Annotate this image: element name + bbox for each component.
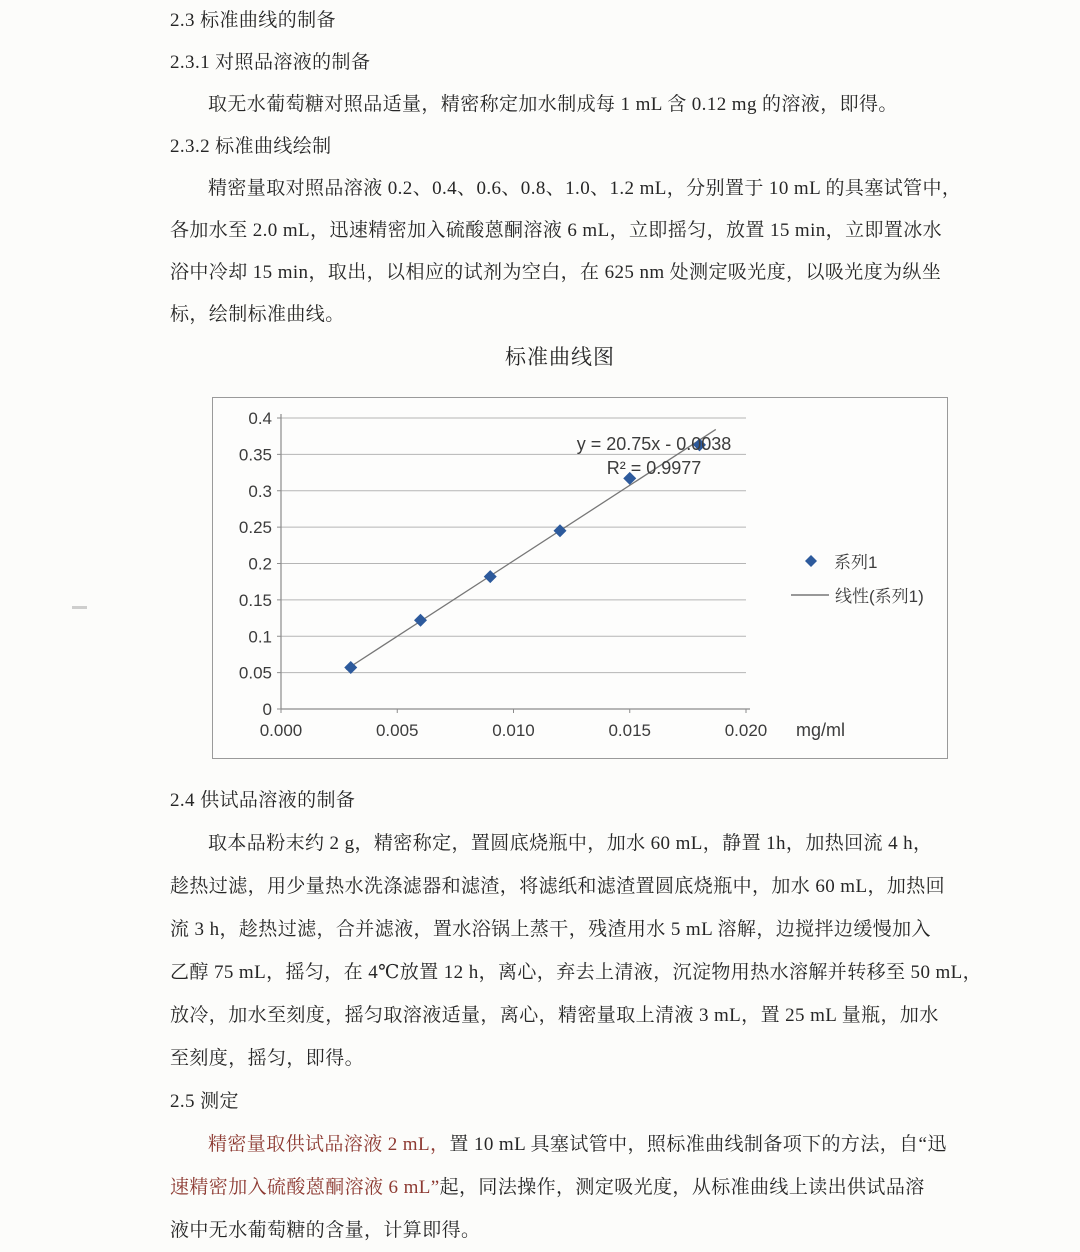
- text-line: [170, 84, 950, 126]
- text-line: [170, 210, 950, 252]
- text-run: 浴中冷却 15 min，取出，以相应的试剂为空白，在 625 nm 处测定吸光度，以吸光度为纵坐: [170, 262, 942, 283]
- text-run: 置 10 mL 具塞试管中，照标准曲线制备项下的方法，自“迅: [449, 1134, 947, 1155]
- text-run: 至刻度，摇匀，即得。: [170, 1048, 365, 1069]
- text-run: 放冷，加水至刻度，摇匀取溶液适量，离心，精密量取上清液 3 mL，置 25 mL 量瓶，加水: [170, 1005, 939, 1026]
- text-run: 各加水至 2.0 mL，迅速精密加入硫酸蒽酮溶液 6 mL，立即摇匀，放置 15 min，立即置冰水: [170, 220, 943, 241]
- scan-artifact-dash: [72, 606, 87, 609]
- text-line: [170, 1037, 950, 1080]
- text-line: [170, 994, 950, 1037]
- text-run: 精密量取对照品溶液 0.2、0.4、0.6、0.8、1.0、1.2 mL，分别置于 10 mL 的具塞试管中，: [208, 178, 962, 199]
- r-squared-label: R² = 0.9977: [606, 458, 702, 478]
- text-line: [170, 252, 950, 294]
- x-axis-unit-label: mg/ml: [796, 720, 845, 740]
- trendline-equation: y = 20.75x - 0.0038: [576, 434, 732, 454]
- x-tick-label: 0.015: [608, 721, 652, 740]
- x-tick-label: 0.020: [724, 721, 768, 740]
- section-heading: [170, 0, 950, 42]
- section-heading: [170, 1080, 950, 1123]
- section-heading: [170, 42, 950, 84]
- y-tick-label: 0.3: [248, 481, 272, 501]
- standard-curve-chart: [212, 397, 948, 759]
- text-run: 乙醇 75 mL，摇匀，在 4℃放置 12 h，离心，弃去上清液，沉淀物用热水溶解并转移至 50 mL，: [170, 962, 983, 983]
- x-tick-label: 0.005: [375, 721, 419, 740]
- text-line: [170, 168, 962, 210]
- red-text-run: 速精密加入硫酸蒽酮溶液 6 mL”: [170, 1177, 440, 1198]
- standard-curve-plot: [213, 398, 947, 758]
- text-block-bottom: [170, 779, 983, 1252]
- text-run: 起，同法操作，测定吸光度，从标准曲线上读出供试品溶: [439, 1177, 925, 1198]
- text-line: [170, 1209, 950, 1252]
- y-tick-label: 0.2: [248, 554, 272, 574]
- x-tick-label: 0.010: [492, 721, 535, 740]
- y-tick-label: 0.35: [238, 445, 272, 465]
- chart-title: 标准曲线图: [505, 345, 615, 369]
- text-line: [170, 822, 950, 865]
- text-line: [170, 1123, 950, 1166]
- x-tick-label: 0.000: [259, 721, 303, 740]
- y-tick-label: 0.05: [238, 663, 272, 683]
- text-run: 取无水葡萄糖对照品适量，精密称定加水制成每 1 mL 含 0.12 mg 的溶液，即得。: [208, 94, 898, 115]
- legend-series-label: 系列1: [834, 553, 878, 572]
- data-point-marker: [484, 570, 497, 583]
- text-block-top: [170, 0, 962, 336]
- text-line: [170, 908, 950, 951]
- y-tick-label: 0.1: [248, 627, 272, 647]
- text-run: 2.5 测定: [170, 1091, 239, 1112]
- text-line: [170, 951, 983, 994]
- text-run: 取本品粉末约 2 g，精密称定，置圆底烧瓶中，加水 60 mL，静置 1h，加热回流 4 h，: [208, 833, 933, 854]
- text-line: [170, 865, 950, 908]
- section-heading: [170, 779, 950, 822]
- y-tick-label: 0: [262, 700, 272, 719]
- text-line: [170, 294, 950, 336]
- text-run: 流 3 h，趁热过滤，合并滤液，置水浴锅上蒸干，残渣用水 5 mL 溶解，边搅拌边缓慢加入: [170, 919, 931, 940]
- legend-trendline-label: 线性(系列1): [835, 587, 924, 606]
- text-run: 2.3.1 对照品溶液的制备: [170, 52, 371, 73]
- text-run: 2.3.2 标准曲线绘制: [170, 136, 332, 157]
- legend-marker-icon: [805, 555, 817, 567]
- text-run: 趁热过滤，用少量热水洗涤滤器和滤渣，将滤纸和滤渣置圆底烧瓶中，加水 60 mL，加热回: [170, 876, 946, 897]
- y-tick-label: 0.4: [248, 409, 272, 428]
- y-tick-label: 0.25: [238, 518, 272, 538]
- y-tick-label: 0.15: [238, 590, 272, 610]
- data-point-marker: [554, 524, 567, 537]
- text-run: 2.4 供试品溶液的制备: [170, 790, 356, 811]
- text-run: 液中无水葡萄糖的含量，计算即得。: [170, 1220, 481, 1241]
- text-run: 标，绘制标准曲线。: [170, 304, 345, 325]
- section-heading: [170, 126, 950, 168]
- text-line: [170, 1166, 950, 1209]
- red-text-run: 精密量取供试品溶液 2 mL，: [208, 1134, 450, 1155]
- text-run: 2.3 标准曲线的制备: [170, 10, 336, 31]
